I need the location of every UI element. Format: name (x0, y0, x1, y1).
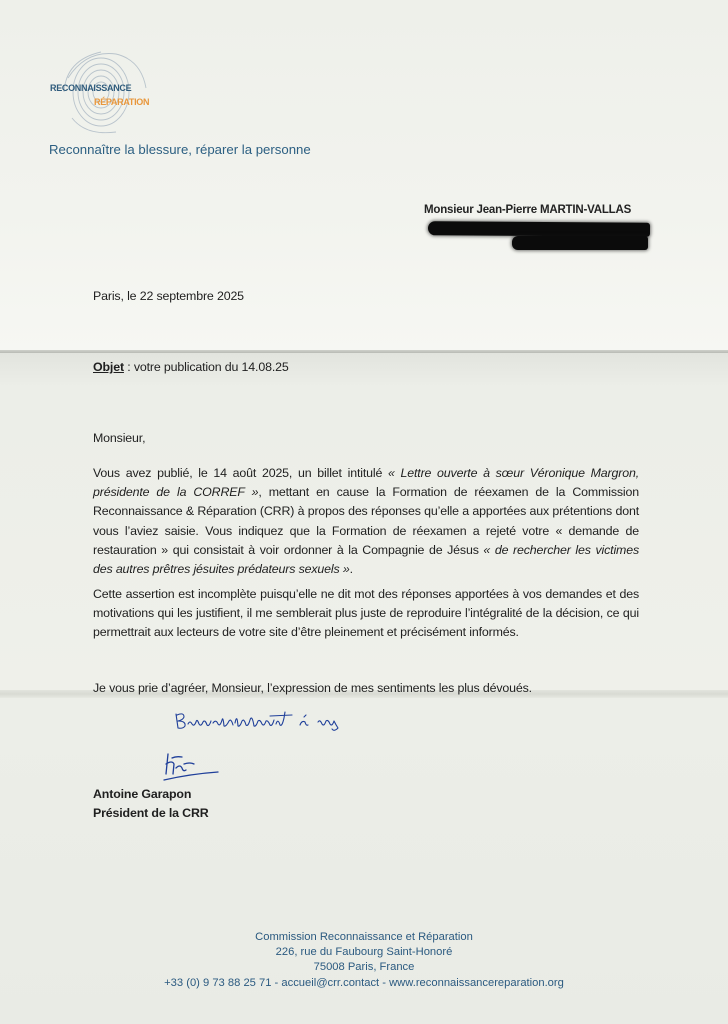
redaction-bar (512, 236, 648, 250)
crr-logo (48, 48, 168, 138)
subject-text: votre publication du 14.08.25 (133, 360, 289, 374)
tagline: Reconnaître la blessure, réparer la personne (49, 142, 311, 157)
paragraph-text: . (349, 562, 353, 577)
signer-name: Antoine Garapon (93, 787, 192, 801)
fingerprint-icon (56, 48, 156, 138)
footer-contact: +33 (0) 9 73 88 25 71 - accueil@crr.contact - www.reconnaissancereparation.org (164, 977, 564, 989)
signer-title: Président de la CRR (93, 806, 209, 820)
footer-city: 75008 Paris, France (313, 961, 415, 973)
signature-scribble (160, 750, 230, 784)
subject-separator: : (123, 360, 134, 374)
signature (160, 750, 230, 789)
paragraph-text: Vous avez publié, le 14 août 2025, un billet intitulé (93, 466, 388, 480)
quoted-request: « de rechercher les victimes des autres prêtres jésuites prédateurs sexuels » (93, 542, 640, 577)
date-line: Paris, le 22 septembre 2025 (93, 289, 244, 303)
footer-org: Commission Reconnaissance et Réparation (255, 931, 473, 943)
subject-line (93, 360, 289, 374)
salutation: Monsieur, (93, 431, 146, 445)
addressee-name: Monsieur Jean-Pierre MARTIN-VALLAS (424, 204, 632, 216)
paragraph-1 (93, 464, 639, 579)
footer (0, 930, 728, 991)
logo-text-reparation: RÉPARATION (94, 97, 150, 107)
handwritten-note-scribble (172, 708, 362, 738)
paragraph-text: , mettant en cause la Formation de réexamen de la Commission Reconnaissance & Réparation (CRR) à propos des réponses qu’elle a apportées aux prétentions dont vous l’aviez saisie. Vous indiquez que la Formation de réexamen a rejeté votre « demande de restauration » qui consistait à voir ordonner à la Compagnie de Jésus (93, 485, 639, 557)
paragraph-2: Cette assertion est incomplète puisqu’elle ne dit mot des réponses apportées à vos demandes et des motivations qui les justifient, il me semblerait plus juste de reproduire l’intégralité de la décision, ce qui permettrait aux lecteurs de votre site d’être pleinement et précisément informés. (93, 587, 639, 640)
closing-formula: Je vous prie d’agréer, Monsieur, l’expression de mes sentiments les plus dévoués. (93, 681, 532, 695)
footer-street: 226, rue du Faubourg Saint-Honoré (275, 946, 453, 958)
redaction-bar (428, 221, 650, 237)
quoted-title: « Lettre ouverte à sœur Véronique Margron, présidente de la CORREF » (93, 466, 639, 500)
subject-label: Objet (93, 360, 124, 374)
logo-text-reconnaissance: RECONNAISSANCE (50, 83, 132, 93)
handwritten-note (172, 708, 362, 743)
